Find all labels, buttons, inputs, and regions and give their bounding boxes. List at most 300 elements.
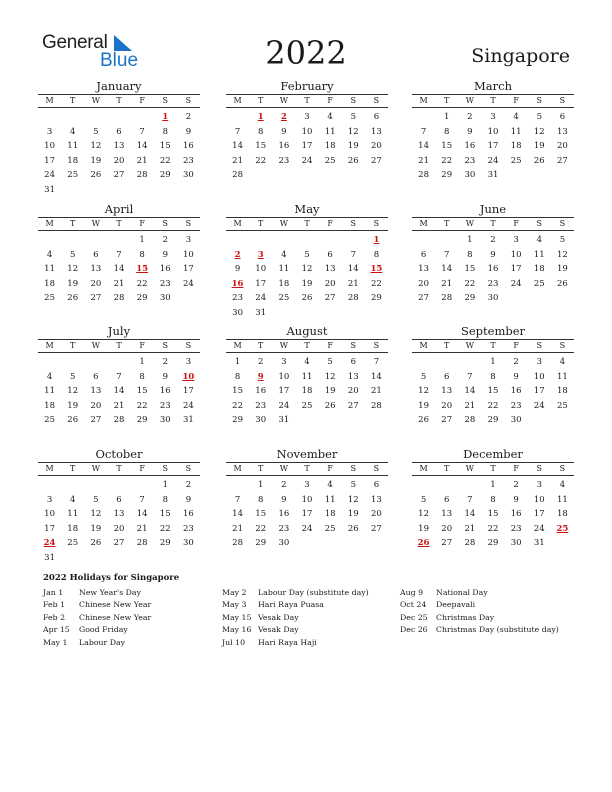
day: 22 [255, 523, 267, 534]
day: 1 [467, 235, 473, 245]
day: 8 [373, 249, 380, 260]
day: 17 [278, 386, 290, 397]
day-grid [38, 233, 200, 306]
holiday-date: Jul 10 [222, 637, 246, 647]
weekday-label: M [233, 464, 242, 473]
weekday-label: W [91, 96, 100, 105]
day: 3 [185, 357, 192, 367]
empty-cell [38, 478, 61, 493]
weekday-label: T [258, 219, 264, 228]
day: 6 [373, 480, 380, 490]
day: 10 [510, 249, 522, 260]
day: 7 [467, 371, 473, 382]
day: 9 [513, 494, 519, 505]
weekday-label: T [116, 219, 122, 228]
month-name: July [107, 324, 131, 338]
day: 11 [67, 141, 79, 152]
weekday-label: T [70, 219, 76, 228]
day: 30 [255, 415, 267, 426]
weekday-label: T [490, 96, 496, 105]
day: 28 [347, 293, 359, 304]
day: 25 [301, 400, 313, 411]
day: 3 [304, 480, 310, 490]
day: 13 [441, 386, 453, 397]
empty-cell [295, 233, 318, 248]
holiday-date: Aug 9 [400, 588, 424, 597]
month-december [412, 447, 574, 551]
day: 19 [347, 509, 359, 520]
day: 3 [46, 126, 53, 137]
day: 4 [281, 249, 287, 260]
month-july [38, 324, 200, 428]
day: 2 [185, 112, 192, 122]
day: 4 [559, 480, 566, 490]
weekday-label: S [559, 341, 566, 350]
day: 21 [113, 278, 125, 289]
day: 6 [116, 494, 122, 505]
weekday-header [38, 462, 200, 476]
month-name: April [104, 202, 134, 216]
empty-cell [272, 233, 295, 248]
day: 23 [510, 523, 522, 534]
month-november [226, 447, 388, 551]
day: 14 [418, 141, 429, 152]
day: 17 [301, 509, 313, 520]
day: 30 [278, 538, 290, 549]
day: 21 [136, 523, 148, 534]
day: 10 [301, 126, 313, 137]
day: 7 [116, 249, 122, 260]
weekday-label: M [233, 341, 242, 350]
day: 8 [467, 249, 473, 260]
day: 7 [350, 249, 356, 260]
day: 22 [487, 523, 499, 534]
day: 15 [487, 386, 499, 397]
holiday-date: Oct 24 [400, 600, 427, 610]
day: 18 [44, 400, 55, 411]
weekday-header [226, 462, 388, 476]
empty-cell [342, 233, 365, 248]
day: 20 [441, 400, 453, 411]
empty-cell [458, 355, 481, 370]
day: 20 [347, 386, 359, 397]
day: 5 [327, 357, 333, 367]
day: 5 [304, 249, 310, 260]
day: 20 [113, 155, 125, 166]
day: 15 [255, 509, 267, 520]
day: 6 [327, 249, 333, 260]
day: 24 [301, 155, 313, 166]
weekday-label: T [258, 96, 264, 105]
day: 19 [67, 278, 79, 289]
day: 21 [136, 155, 148, 166]
day: 15 [159, 509, 171, 520]
day: 29 [232, 415, 243, 426]
day: 15 [487, 509, 499, 520]
empty-cell [61, 233, 84, 248]
day: 30 [232, 307, 243, 318]
day: 12 [418, 386, 429, 397]
holiday-item [43, 587, 151, 599]
day: 30 [183, 170, 194, 181]
day: 19 [418, 400, 429, 411]
holiday-item [43, 637, 151, 649]
day: 24 [533, 523, 545, 534]
day: 27 [90, 293, 102, 304]
day: 4 [46, 249, 53, 260]
day: 19 [418, 523, 429, 534]
day: 22 [136, 400, 148, 411]
weekday-label: F [513, 341, 519, 350]
day: 16 [159, 386, 171, 397]
day: 4 [559, 357, 566, 367]
empty-cell [38, 233, 61, 248]
day: 10 [533, 371, 545, 382]
day: 23 [510, 400, 522, 411]
holiday-item [222, 624, 369, 636]
weekday-label: M [233, 219, 242, 228]
day: 13 [90, 264, 102, 275]
day: 2 [162, 235, 168, 245]
day: 13 [418, 264, 429, 275]
day: 11 [510, 126, 522, 137]
day: 2 [513, 357, 519, 367]
day: 27 [347, 400, 359, 411]
day: 19 [324, 386, 336, 397]
empty-cell [107, 233, 130, 248]
day: 4 [327, 480, 333, 490]
day: 28 [418, 170, 429, 181]
holiday-date: Feb 2 [43, 612, 66, 622]
weekday-label: S [373, 219, 380, 228]
day: 16 [464, 141, 476, 152]
holiday-name: Hari Raya Haji [258, 637, 317, 647]
holiday-column [222, 587, 369, 649]
day: 9 [234, 264, 241, 275]
day: 12 [324, 371, 336, 382]
day: 25 [44, 293, 55, 304]
day: 13 [113, 141, 125, 152]
weekday-label: T [444, 341, 450, 350]
day: 23 [159, 400, 171, 411]
day: 17 [487, 141, 499, 152]
day: 5 [93, 494, 99, 505]
weekday-label: F [513, 219, 519, 228]
day: 14 [113, 386, 125, 397]
day: 22 [159, 523, 171, 534]
day: 2 [185, 480, 192, 490]
day: 26 [301, 293, 313, 304]
day: 20 [557, 141, 568, 152]
empty-cell [412, 478, 435, 493]
weekday-label: W [465, 219, 474, 228]
day: 14 [464, 509, 476, 520]
day: 20 [418, 278, 429, 289]
day: 28 [464, 415, 476, 426]
day: 1 [258, 480, 264, 490]
day: 11 [301, 371, 313, 382]
day: 14 [232, 509, 243, 520]
month-january [38, 79, 200, 198]
weekday-label: F [139, 96, 145, 105]
holiday-name: Hari Raya Puasa [258, 600, 324, 610]
day: 9 [281, 126, 287, 137]
day: 7 [116, 371, 122, 382]
day: 26 [67, 293, 79, 304]
holiday-item [400, 624, 559, 636]
day: 18 [557, 386, 568, 397]
empty-cell [84, 478, 107, 493]
day: 27 [90, 415, 102, 426]
day: 22 [487, 400, 499, 411]
day: 14 [113, 264, 125, 275]
day: 2 [281, 480, 287, 490]
day: 18 [278, 278, 290, 289]
holiday-name: Good Friday [79, 625, 128, 635]
weekday-label: W [279, 341, 288, 350]
day-grid [38, 110, 200, 198]
day: 21 [464, 523, 476, 534]
holiday-date: Dec 25 [400, 612, 428, 622]
day: 28 [136, 538, 148, 549]
holiday-name: New Year's Day [79, 588, 141, 597]
weekday-label: T [490, 219, 496, 228]
day-grid [226, 355, 388, 428]
weekday-label: T [116, 464, 122, 473]
holiday-day: 10 [182, 371, 195, 382]
day: 25 [557, 400, 568, 411]
weekday-label: T [116, 96, 122, 105]
holiday-day: 2 [280, 112, 287, 122]
day: 6 [373, 112, 380, 122]
day: 15 [441, 141, 453, 152]
month-october [38, 447, 200, 566]
day: 16 [255, 386, 267, 397]
day: 31 [487, 170, 499, 181]
day-grid [412, 233, 574, 306]
holiday-day: 2 [234, 249, 241, 260]
day: 1 [490, 480, 496, 490]
weekday-label: F [513, 464, 519, 473]
weekday-label: S [185, 341, 192, 350]
day: 10 [301, 494, 313, 505]
day: 30 [487, 293, 499, 304]
day: 28 [371, 400, 382, 411]
day: 8 [258, 494, 264, 505]
day: 16 [183, 509, 194, 520]
holiday-date: May 15 [222, 612, 252, 622]
day: 12 [67, 386, 79, 397]
weekday-label: T [490, 341, 496, 350]
day: 12 [90, 509, 102, 520]
holiday-day: 24 [43, 538, 56, 549]
day: 11 [324, 126, 336, 137]
weekday-label: T [70, 96, 76, 105]
day: 17 [533, 386, 545, 397]
day: 17 [183, 264, 194, 275]
holiday-date: Apr 15 [43, 625, 70, 635]
day: 12 [533, 126, 545, 137]
day: 3 [490, 112, 496, 122]
weekday-label: F [513, 96, 519, 105]
day: 8 [490, 371, 496, 382]
day: 11 [67, 509, 79, 520]
day: 19 [557, 264, 568, 275]
day: 10 [533, 494, 545, 505]
day: 22 [441, 155, 453, 166]
day: 23 [278, 523, 290, 534]
day: 27 [418, 293, 429, 304]
holiday-column [43, 587, 151, 649]
day: 16 [278, 509, 290, 520]
empty-cell [412, 355, 435, 370]
day: 20 [90, 278, 102, 289]
holiday-date: May 1 [43, 637, 68, 647]
day: 6 [116, 126, 122, 137]
day: 20 [371, 141, 382, 152]
day: 14 [347, 264, 359, 275]
day: 31 [183, 415, 194, 426]
month-february [226, 79, 388, 183]
holiday-day: 1 [373, 235, 380, 245]
month-name: September [460, 324, 526, 338]
day: 1 [139, 357, 145, 367]
weekday-label: W [279, 464, 288, 473]
day-grid [226, 233, 388, 321]
holiday-day: 1 [162, 112, 169, 122]
day: 24 [44, 170, 55, 181]
empty-cell [61, 478, 84, 493]
day: 27 [371, 155, 382, 166]
weekday-header [412, 462, 574, 476]
day: 10 [183, 249, 194, 260]
day: 28 [136, 170, 148, 181]
day: 13 [371, 494, 382, 505]
day: 7 [467, 494, 473, 505]
day: 27 [113, 170, 125, 181]
day: 1 [139, 235, 145, 245]
day: 15 [232, 386, 243, 397]
day: 13 [347, 371, 359, 382]
day: 23 [255, 400, 267, 411]
day: 24 [301, 523, 313, 534]
holiday-date: May 3 [222, 600, 247, 610]
day: 19 [90, 155, 102, 166]
day: 3 [536, 480, 542, 490]
holiday-name: Labour Day [79, 637, 126, 647]
day: 24 [533, 400, 545, 411]
weekday-label: S [162, 464, 169, 473]
day: 9 [185, 126, 192, 137]
day: 26 [418, 415, 429, 426]
holiday-date: May 16 [222, 625, 252, 635]
day: 28 [113, 293, 125, 304]
weekday-label: F [327, 219, 333, 228]
day: 20 [371, 509, 382, 520]
holiday-day: 1 [257, 112, 264, 122]
weekday-label: T [304, 464, 310, 473]
weekday-label: S [162, 219, 169, 228]
day: 21 [113, 400, 125, 411]
day: 25 [324, 155, 336, 166]
day: 5 [420, 371, 427, 382]
day: 20 [90, 400, 102, 411]
holiday-name: Chinese New Year [79, 612, 152, 622]
holiday-day: 9 [257, 371, 264, 382]
month-june [412, 202, 574, 306]
holiday-day: 16 [231, 278, 244, 289]
day: 3 [281, 357, 287, 367]
day: 19 [533, 141, 545, 152]
day: 3 [185, 235, 192, 245]
day: 11 [557, 371, 568, 382]
day: 17 [255, 278, 267, 289]
weekday-label: T [444, 464, 450, 473]
day: 16 [183, 141, 194, 152]
empty-cell [38, 110, 61, 125]
holiday-name: Vesak Day [258, 625, 299, 635]
holiday-date: Dec 26 [400, 625, 428, 635]
day: 24 [510, 278, 522, 289]
day: 10 [255, 264, 267, 275]
day: 14 [136, 141, 148, 152]
weekday-label: S [536, 341, 543, 350]
holiday-name: Chinese New Year [79, 600, 152, 610]
day: 26 [347, 523, 359, 534]
empty-cell [435, 233, 458, 248]
day: 21 [418, 155, 429, 166]
empty-cell [458, 478, 481, 493]
day: 30 [464, 170, 476, 181]
day: 29 [441, 170, 453, 181]
weekday-label: F [327, 96, 333, 105]
day: 13 [324, 264, 336, 275]
weekday-label: F [139, 219, 145, 228]
day: 5 [350, 112, 356, 122]
holiday-date: May 2 [222, 588, 247, 597]
weekday-label: M [419, 341, 428, 350]
month-september [412, 324, 574, 428]
weekday-label: S [373, 96, 380, 105]
empty-cell [319, 233, 342, 248]
day: 11 [324, 494, 336, 505]
day: 28 [464, 538, 476, 549]
day: 9 [281, 494, 287, 505]
month-march [412, 79, 574, 183]
weekday-label: S [350, 464, 357, 473]
holiday-day: 3 [257, 249, 264, 260]
day: 8 [162, 126, 168, 137]
day: 15 [136, 386, 148, 397]
day: 25 [510, 155, 522, 166]
day: 18 [557, 509, 568, 520]
day: 24 [255, 293, 267, 304]
day: 4 [327, 112, 333, 122]
weekday-label: S [350, 96, 357, 105]
day: 18 [510, 141, 522, 152]
day: 16 [159, 264, 171, 275]
day: 8 [258, 126, 264, 137]
day: 11 [44, 264, 55, 275]
weekday-label: F [139, 464, 145, 473]
weekday-label: W [465, 464, 474, 473]
empty-cell [435, 355, 458, 370]
empty-cell [226, 478, 249, 493]
weekday-label: W [465, 96, 474, 105]
day: 29 [487, 415, 499, 426]
day: 25 [533, 278, 545, 289]
day: 25 [44, 415, 55, 426]
